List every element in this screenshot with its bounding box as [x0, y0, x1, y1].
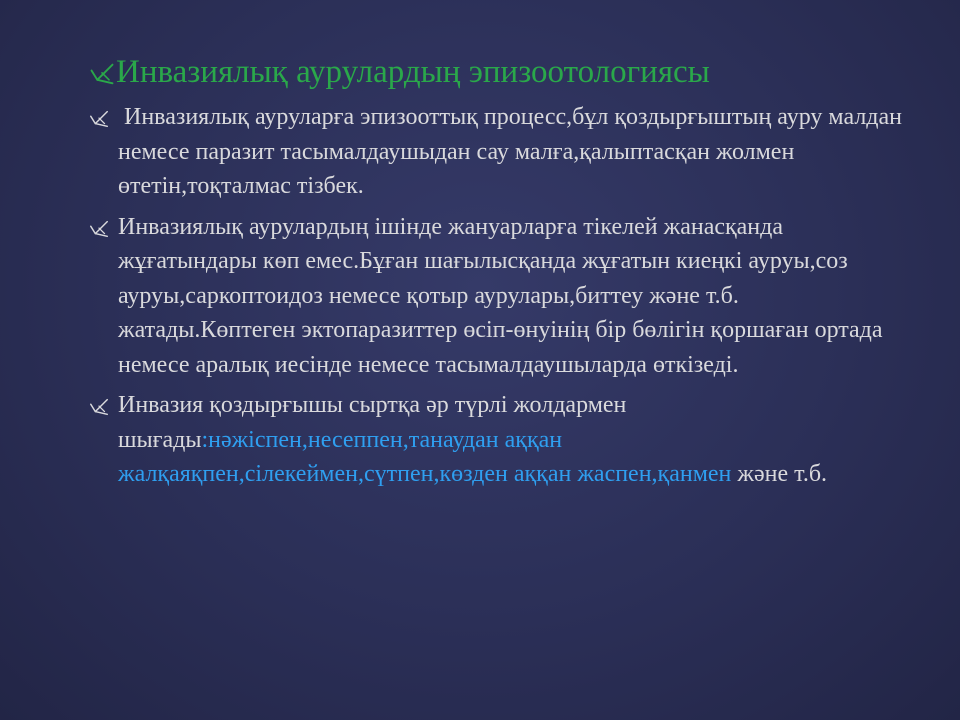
list-item-text-tail: және т.б. [731, 461, 828, 487]
list-item-text [118, 388, 908, 492]
pencil-check-icon [88, 396, 110, 418]
list-item [88, 210, 908, 383]
pencil-check-icon [88, 108, 110, 130]
list-item-text: Инвазиялық аурулардың ішінде жануарларға тікелей жанасқанда жұғатындары көп емес.Бұған шағылысқанда жұғатын киеңкі ауруы,соз ауруы,саркоптоидоз немесе қотыр аурулары,биттеу және т.б. жатады.Көптеген эктопаразиттер өсіп-өнуінің бір бөлігін қоршаған ортада немесе аралық иесінде немесе тасымалдаушыларда өткізеді. [118, 213, 883, 378]
title-row [88, 50, 710, 94]
list-item-text-lead: Инвазия қоздырғышы сыртқа әр түрлі жолдармен шығады [118, 392, 627, 453]
list-item-text: Инвазиялық ауруларға эпизооттық процесс,бұл қоздырғыштың ауру малдан немесе паразит тасымалдаушыдан сау малға,қалыптасқан жолмен өтетін,тоқталмас тізбек. [118, 104, 908, 199]
list-item [88, 100, 908, 204]
slide-body [88, 100, 908, 498]
highlighted-text: :нәжіспен,несеппен,танаудан аққан жалқаяқпен,сілекеймен,сүтпен,көзден аққан жаспен,қанмен [118, 426, 732, 487]
pencil-check-icon [88, 218, 110, 240]
list-item [88, 388, 908, 492]
slide-title: Инвазиялық аурулардың эпизоотологиясы [116, 54, 710, 90]
pencil-check-icon [88, 60, 116, 88]
